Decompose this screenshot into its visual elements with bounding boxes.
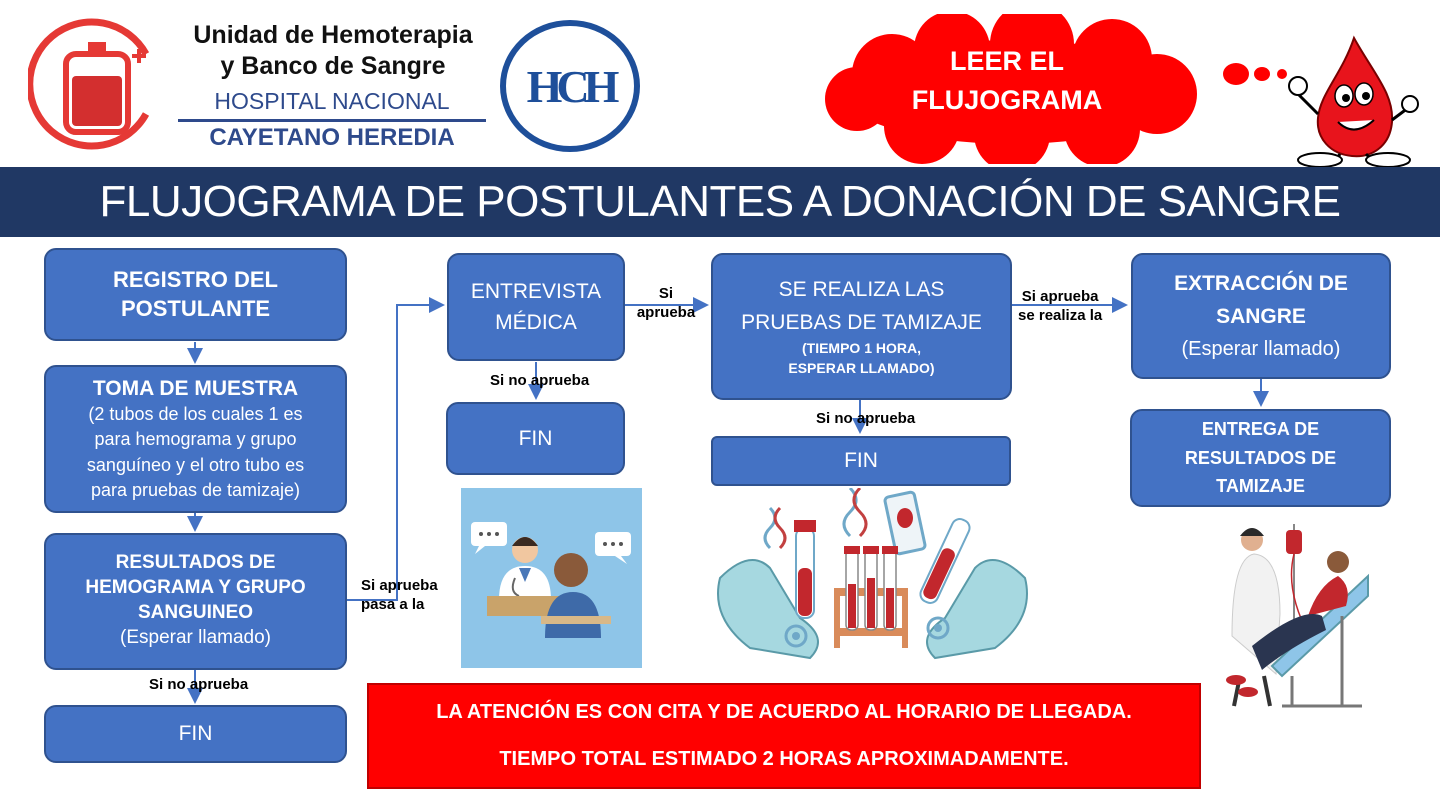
node-resultados-title-1: RESULTADOS DE bbox=[115, 552, 276, 574]
node-entrevista-title-1: ENTREVISTA bbox=[470, 279, 602, 303]
doctor-interview-illustration bbox=[461, 488, 642, 668]
blood-test-illustration bbox=[700, 488, 1045, 660]
node-fin-2 bbox=[446, 402, 625, 475]
edge-label-aprueba-realiza-1: Si aprueba bbox=[1021, 288, 1099, 305]
node-extraccion-body: (Esperar llamado) bbox=[1181, 337, 1341, 360]
node-registro bbox=[44, 248, 347, 341]
node-toma-muestra bbox=[44, 365, 347, 513]
edge-label-aprueba-realiza-2: se realiza la bbox=[1018, 306, 1103, 324]
node-resultados-title-3: SANGUINEO bbox=[137, 601, 254, 623]
cloud-line1: LEER EL bbox=[949, 46, 1064, 76]
node-fin-1-title: FIN bbox=[178, 722, 213, 746]
node-fin-3-title: FIN bbox=[844, 449, 878, 473]
node-toma-body-2: para hemograma y grupo bbox=[94, 429, 297, 450]
edge-label-aprueba-pasa-1: Si aprueba bbox=[361, 577, 438, 594]
node-tamizaje-title-2: PRUEBAS DE TAMIZAJE bbox=[741, 310, 982, 334]
cloud-line2: FLUJOGRAMA bbox=[911, 85, 1103, 116]
node-resultados-title-2: HEMOGRAMA Y GRUPO bbox=[85, 576, 306, 598]
hospital-name-line1: HOSPITAL NACIONAL bbox=[214, 88, 450, 114]
hospital-name-line2: CAYETANO HEREDIA bbox=[209, 123, 455, 151]
node-entrega-title-2: RESULTADOS DE bbox=[1184, 447, 1337, 468]
node-extraccion-title-1: EXTRACCIÓN DE bbox=[1174, 272, 1348, 296]
hch-logo-text: HCH bbox=[526, 60, 614, 112]
edge-label-aprueba-realiza bbox=[1018, 288, 1102, 326]
edge-label-aprueba-pasa-2: pasa a la bbox=[361, 595, 425, 613]
notice-line2: TIEMPO TOTAL ESTIMADO 2 HORAS APROXIMADAMENTE. bbox=[499, 748, 1069, 770]
node-fin-3 bbox=[711, 436, 1011, 486]
node-extraccion-title-2: SANGRE bbox=[1216, 305, 1306, 328]
blood-donation-illustration bbox=[1212, 516, 1369, 712]
edge-label-no-aprueba-2: Si no aprueba bbox=[490, 372, 590, 389]
unit-name-line1: Unidad de Hemoterapia bbox=[193, 21, 473, 49]
edge-label-aprueba-1: Si bbox=[658, 285, 674, 302]
edge-label-aprueba-2: aprueba bbox=[636, 303, 696, 321]
edge-label-no-aprueba-1: Si no aprueba bbox=[149, 676, 249, 693]
node-fin-1 bbox=[44, 705, 347, 763]
notice-line1: LA ATENCIÓN ES CON CITA Y DE ACUERDO AL HORARIO DE LLEGADA. bbox=[436, 701, 1132, 723]
node-toma-title: TOMA DE MUESTRA bbox=[92, 376, 299, 400]
node-registro-title: REGISTRO DEL POSTULANTE bbox=[112, 266, 278, 321]
edge-label-no-aprueba-3: Si no aprueba bbox=[816, 410, 916, 427]
node-resultados-body: (Esperar llamado) bbox=[120, 627, 271, 649]
edge-label-aprueba-pasa bbox=[361, 577, 438, 615]
node-tamizaje-body-2: ESPERAR LLAMADO) bbox=[788, 360, 935, 377]
node-entrevista bbox=[447, 253, 625, 361]
node-tamizaje-title-1: SE REALIZA LAS bbox=[778, 278, 945, 302]
page-title: FLUJOGRAMA DE POSTULANTES A DONACIÓN DE SANGRE bbox=[0, 167, 1440, 237]
node-toma-body-4: para pruebas de tamizaje) bbox=[90, 479, 301, 500]
node-toma-body-3: sanguíneo y el otro tubo es bbox=[86, 454, 305, 475]
node-tamizaje bbox=[711, 253, 1012, 400]
node-fin-2-title: FIN bbox=[518, 426, 553, 450]
edge-label-aprueba bbox=[631, 285, 701, 323]
node-entrega bbox=[1130, 409, 1391, 507]
notice-box bbox=[367, 683, 1201, 789]
node-entrevista-title-2: MÉDICA bbox=[495, 311, 577, 334]
node-extraccion bbox=[1131, 253, 1391, 379]
node-entrega-title-1: ENTREGA DE bbox=[1201, 418, 1320, 439]
node-tamizaje-body-1: (TIEMPO 1 HORA, bbox=[801, 340, 921, 357]
node-toma-body-1: (2 tubos de los cuales 1 es bbox=[88, 404, 303, 425]
node-entrega-title-3: TAMIZAJE bbox=[1216, 476, 1305, 497]
node-resultados bbox=[44, 533, 347, 670]
unit-name-line2: y Banco de Sangre bbox=[220, 52, 446, 81]
